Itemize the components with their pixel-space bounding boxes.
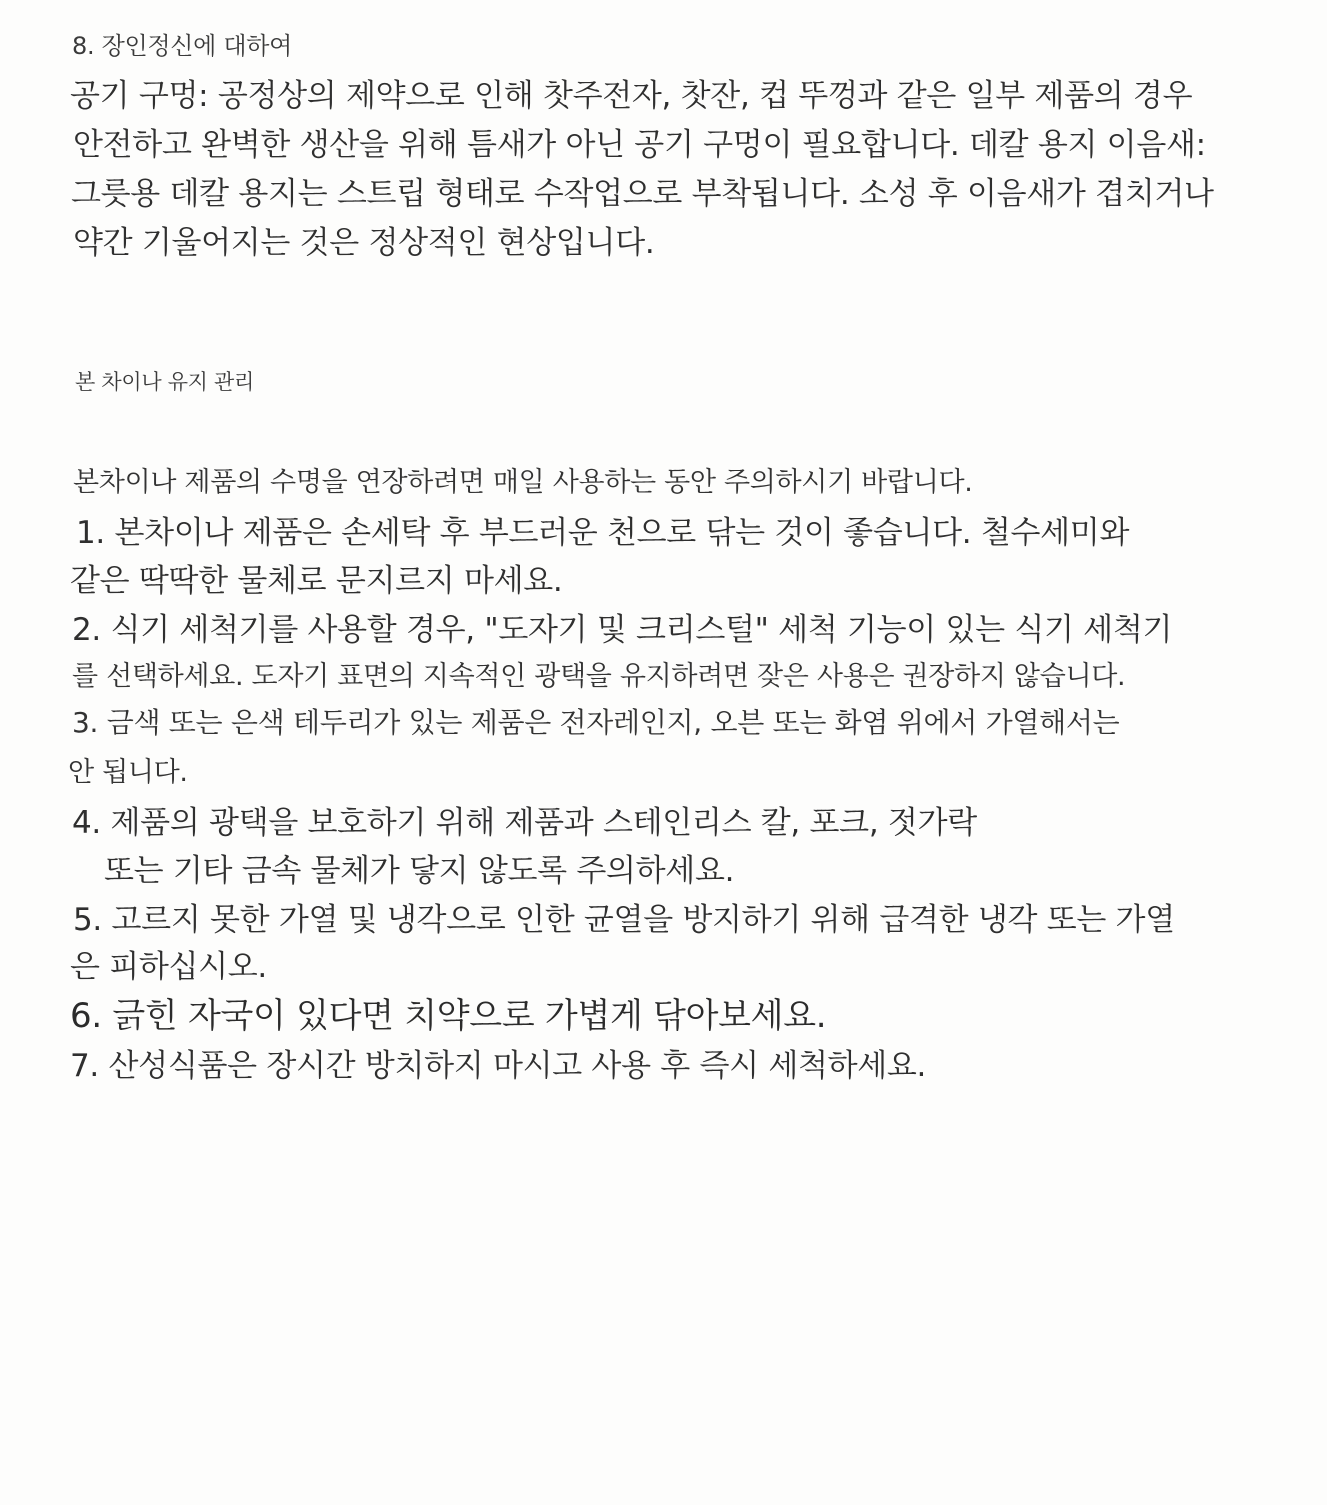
maintenance-item-2: 2. 식기 세척기를 사용할 경우, "도자기 및 크리스털" 세척 기능이 있는 식기 세척기 (72, 612, 1173, 648)
maintenance-item-5-cont: 은 피하십시오. (70, 949, 267, 985)
maintenance-item-3-cont: 안 됩니다. (68, 757, 188, 788)
section-8-line: 약간 기울어지는 것은 정상적인 현상입니다. (73, 225, 655, 261)
maintenance-heading: 본 차이나 유지 관리 (75, 370, 255, 394)
maintenance-item-4: 4. 제품의 광택을 보호하기 위해 제품과 스테인리스 칼, 포크, 젓가락 (72, 805, 977, 841)
section-8-line: 그릇용 데칼 용지는 스트립 형태로 수작업으로 부착됩니다. 소성 후 이음새가 겹치거나 (71, 176, 1214, 212)
section-8-line: 안전하고 완벽한 생산을 위해 틈새가 아닌 공기 구멍이 필요합니다. 데칼 용지 이음새: (73, 127, 1206, 163)
maintenance-item-5: 5. 고르지 못한 가열 및 냉각으로 인한 균열을 방지하기 위해 급격한 냉각 또는 가열 (73, 902, 1175, 938)
maintenance-item-1-cont: 같은 딱딱한 물체로 문지르지 마세요. (70, 563, 563, 599)
maintenance-item-7: 7. 산성식품은 장시간 방치하지 마시고 사용 후 즉시 세척하세요. (70, 1048, 927, 1084)
section-8-heading: 8. 장인정신에 대하여 (72, 32, 293, 60)
maintenance-item-3: 3. 금색 또는 은색 테두리가 있는 제품은 전자레인지, 오븐 또는 화염 위에서 가열해서는 (72, 706, 1120, 739)
maintenance-item-1: 1. 본차이나 제품은 손세탁 후 부드러운 천으로 닦는 것이 좋습니다. 철수세미와 (76, 515, 1130, 551)
maintenance-intro: 본차이나 제품의 수명을 연장하려면 매일 사용하는 동안 주의하시기 바랍니다. (73, 467, 973, 498)
maintenance-item-4-cont: 또는 기타 금속 물체가 닿지 않도록 주의하세요. (104, 853, 735, 889)
maintenance-item-6: 6. 긁힌 자국이 있다면 치약으로 가볍게 닦아보세요. (70, 996, 827, 1036)
section-8-line: 공기 구멍: 공정상의 제약으로 인해 찻주전자, 찻잔, 컵 뚜껑과 같은 일부 제품의 경우 (70, 78, 1193, 114)
maintenance-item-2-cont: 를 선택하세요. 도자기 표면의 지속적인 광택을 유지하려면 잦은 사용은 권장하지 않습니다. (72, 661, 1126, 692)
